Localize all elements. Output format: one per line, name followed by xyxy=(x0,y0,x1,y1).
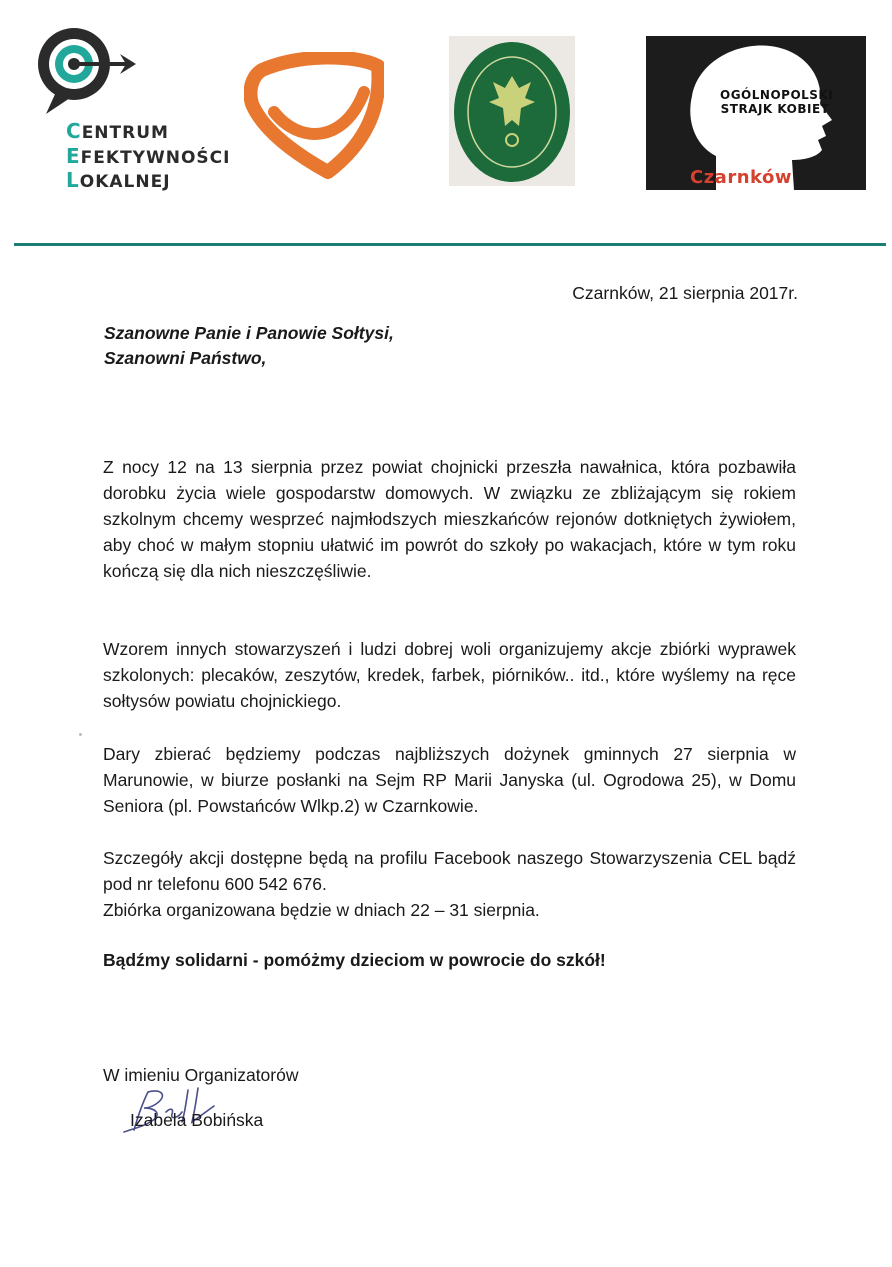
strike-title: OGÓLNOPOLSKI STRAJK KOBIET xyxy=(720,88,834,116)
details-line: Zbiórka organizowana będzie w dniach 22 – 31 sierpnia. xyxy=(103,900,540,920)
salutation-line: Szanowni Państwo, xyxy=(104,348,267,368)
signer-name: Izabela Bobińska xyxy=(130,1110,264,1130)
strike-city: Czarnków xyxy=(690,167,793,188)
paragraph-collection: Wzorem innych stowarzyszeń i ludzi dobrej woli organizujemy akcje zbiórki wyprawek szkolonych: plecaków, zeszytów, kredek, farbek, piórników.. itd., które wyślemy na ręce sołtysów powiatu chojnickiego. xyxy=(103,639,796,711)
header-divider xyxy=(14,243,886,246)
orange-heart-smile-icon xyxy=(244,52,384,180)
details-line: Szczegóły akcji dostępne będą na profilu Facebook naszego Stowarzyszenia CEL bądź pod nr telefonu 600 542 676. xyxy=(103,848,796,894)
letter-date: Czarnków, 21 sierpnia 2017r. xyxy=(572,283,798,303)
womens-strike-logo xyxy=(646,36,866,190)
paragraph-locations: Dary zbierać będziemy podczas najbliższych dożynek gminnych 27 sierpnia w Marunowie, w biurze posłanki na Sejm RP Marii Janyska (ul. Ogrodowa 25), w Domu Seniora (pl. Powstańców Wlkp.2) w Czarnkowie. xyxy=(103,744,796,816)
cel-logo-text: CENTRUM EFEKTYWNOŚCI LOKALNEJ xyxy=(66,119,231,192)
cel-logo xyxy=(36,22,236,192)
scan-speck xyxy=(79,733,82,736)
closing-line: W imieniu Organizatorów xyxy=(103,1065,299,1085)
slogan: Bądźmy solidarni - pomóżmy dzieciom w powrocie do szkół! xyxy=(103,950,606,970)
paragraph-details xyxy=(103,845,796,923)
cel-line-1: C xyxy=(66,119,82,143)
orange-heart-smile-logo xyxy=(244,52,384,180)
paragraph-storm: Z nocy 12 na 13 sierpnia przez powiat chojnicki przeszła nawałnica, która pozbawiła dorobku życia wiele gospodarstw domowych. W związku ze zbliżającym się rokiem szkolnym chcemy wesprzeć najmłodszych mieszkańców rejonów dotkniętych żywiołem, aby choć w małym stopniu ułatwić im powrót do szkoły po wakacjach, które w tym roku kończą się dla nich nieszczęśliwie. xyxy=(103,457,796,581)
shooting-brotherhood-emblem xyxy=(449,36,575,186)
target-arrow-icon xyxy=(36,22,146,117)
salutation-line: Szanowne Panie i Panowie Sołtysi, xyxy=(104,323,394,343)
salutation xyxy=(104,321,394,371)
